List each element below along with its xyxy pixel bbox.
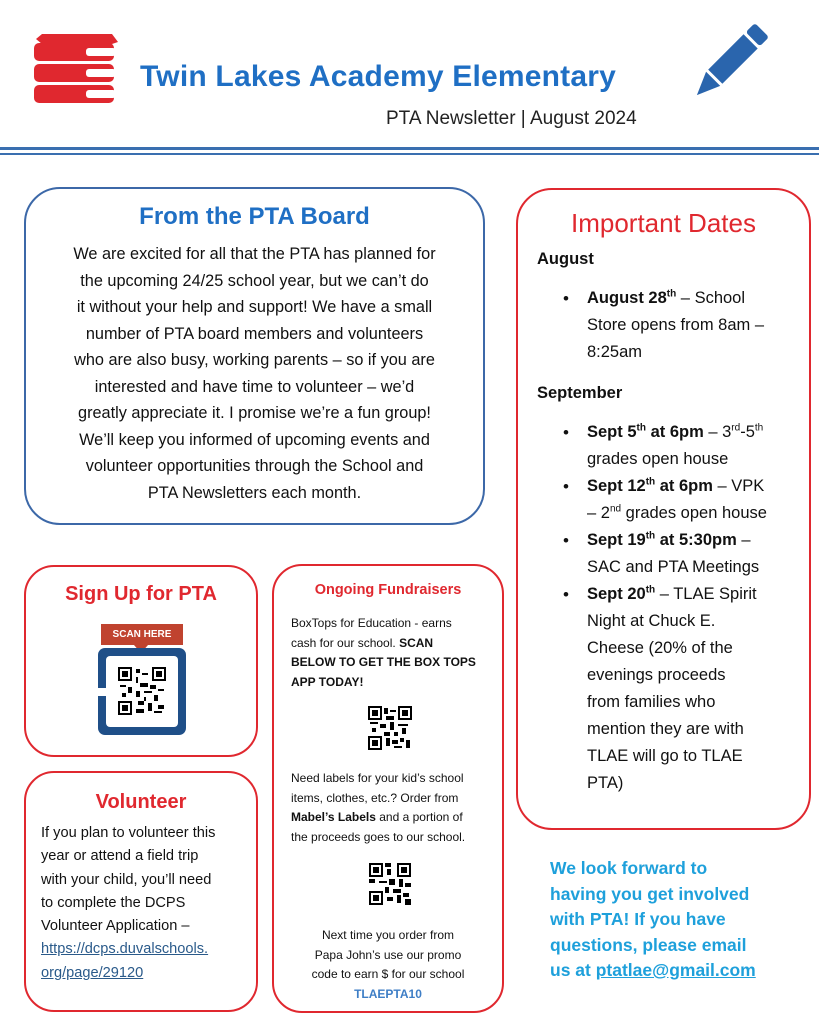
month-september: September <box>537 384 623 402</box>
volunteer-text: If you plan to volunteer this year or attend a field trip with your child, you’ll need to complete the DCPS Volunteer Application – https://dcps.duvalschools. org/page/29120 <box>41 825 216 981</box>
volunteer-link[interactable]: org/page/29120 <box>41 964 144 981</box>
boxtops-qr-code[interactable] <box>368 706 412 750</box>
volunteer-box <box>24 771 258 1012</box>
list-item: • Sept 5th at 6pm – 3rd-5th grades open house <box>537 419 807 473</box>
newsletter-subtitle: PTA Newsletter | August 2024 <box>386 108 637 129</box>
fundraisers-heading: Ongoing Fundraisers <box>314 582 462 598</box>
month-august: August <box>537 250 594 268</box>
list-item: • Sept 19th at 5:30pm – SAC and PTA Meetings <box>537 527 807 581</box>
board-message: We are excited for all that the PTA has planned for the upcoming 24/25 school year, but we can’t do it without your help and support! We have a small number of PTA board members and volunteers who are also busy, working parents – so if you are interested and have time to volunteer – we’d greatly appreciate it. I promise we’re a fun group! We’ll keep you informed of upcoming events and volunteer opportunities through the School and PTA Newsletters each month. <box>73 245 436 502</box>
list-item: • August 28th – School Store opens from 8am – 8:25am <box>537 285 807 366</box>
dates-list <box>537 246 807 797</box>
papa-johns-text: Next time you order from Papa John’s use our promo code to earn $ for our school TLAEPTA10 <box>276 926 500 1004</box>
list-item: • Sept 12th at 6pm – VPK – 2nd grades open house <box>537 473 807 527</box>
dates-heading: Important Dates <box>571 208 756 238</box>
list-item: • Sept 20th – TLAE Spirit Night at Chuck E. Cheese (20% of the evenings proceeds from families who mention they are with TLAE will go to TLAE PTA) <box>537 581 807 797</box>
scan-here-tag: SCAN HERE <box>101 624 183 645</box>
books-icon <box>28 30 123 118</box>
header-rule <box>0 147 819 150</box>
volunteer-heading: Volunteer <box>95 791 187 813</box>
promo-code: TLAEPTA10 <box>354 986 422 1001</box>
mabel-qr-code[interactable] <box>369 863 411 905</box>
boxtops-text: BoxTops for Education - earns cash for our school. SCAN BELOW TO GET THE BOX TOPS APP TODAY! <box>291 616 476 689</box>
signup-qr-code[interactable] <box>118 667 166 715</box>
volunteer-link[interactable]: https://dcps.duvalschools. <box>41 941 209 958</box>
closing-message: We look forward to having you get involved with PTA! If you have questions, please email us at ptatlae@gmail.com <box>550 858 756 980</box>
mabel-text: Need labels for your kid’s school items, clothes, etc.? Order from Mabel’s Labels and a portion of the proceeds goes to our school. <box>291 771 466 844</box>
pencil-icon <box>684 20 772 108</box>
board-heading: From the PTA Board <box>139 203 370 230</box>
signup-heading: Sign Up for PTA <box>65 583 217 605</box>
email-link[interactable]: ptatlae@gmail.com <box>595 960 756 980</box>
school-name: Twin Lakes Academy Elementary <box>140 60 617 93</box>
pta-board-box <box>24 187 485 525</box>
header-rule <box>0 153 819 155</box>
